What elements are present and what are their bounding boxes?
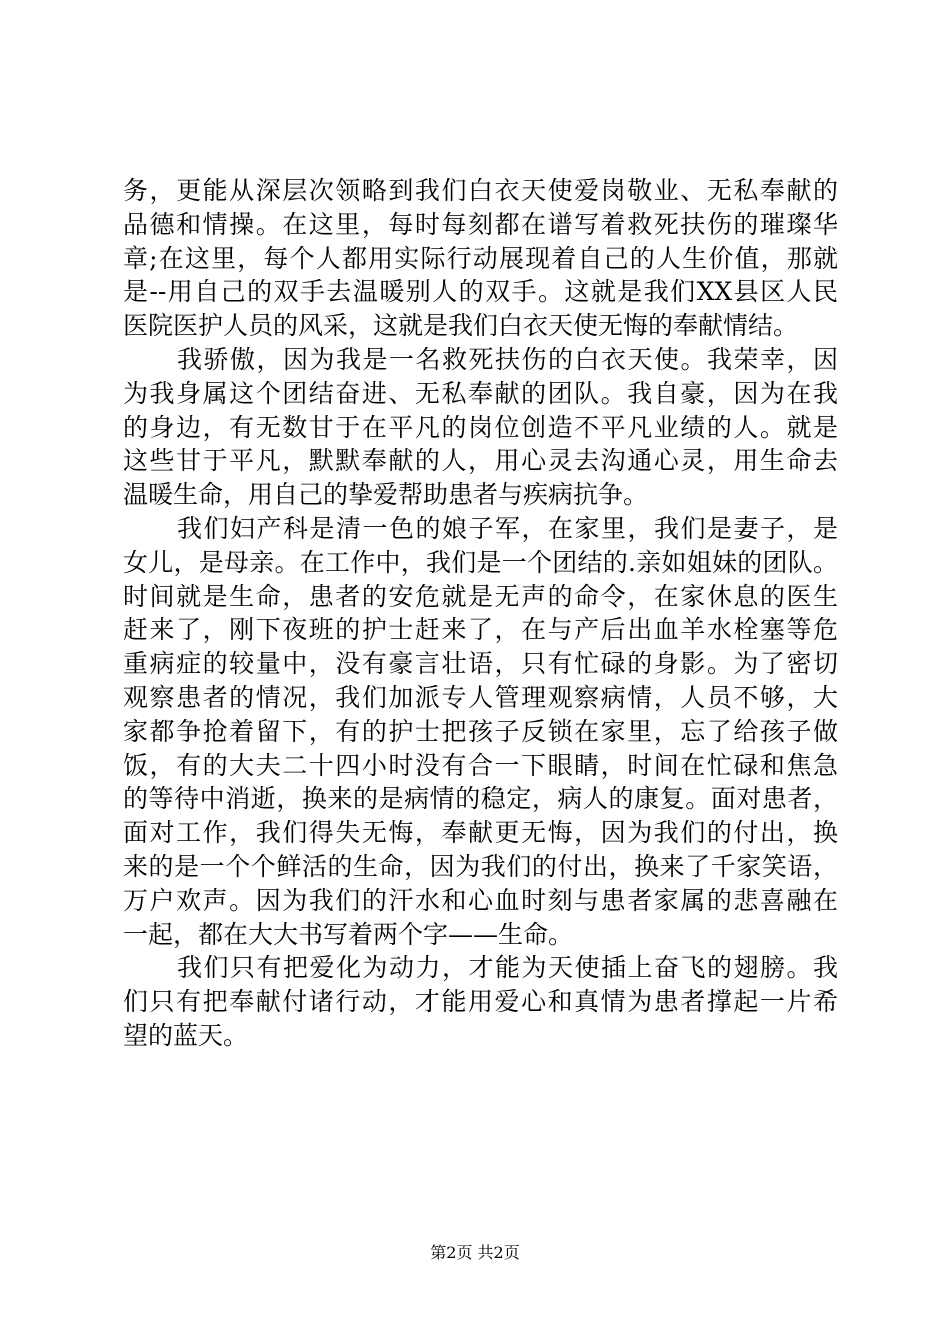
text-line: 万户欢声。因为我们的汗水和心血时刻与患者家属的悲喜融在 (123, 885, 838, 915)
text-line: 是--用自己的双手去温暖别人的双手。这就是我们XX县区人民 (123, 277, 838, 307)
text-line: 来的是一个个鲜活的生命，因为我们的付出，换来了千家笑语， (123, 851, 838, 881)
text-line: 的等待中消逝，换来的是病情的稳定，病人的康复。面对患者， (123, 784, 838, 814)
text-line: 重病症的较量中，没有豪言壮语，只有忙碌的身影。为了密切 (123, 649, 838, 679)
text-line: 一起，都在大大书写着两个字——生命。 (123, 919, 574, 949)
text-line: 的身边，有无数甘于在平凡的岗位创造不平凡业绩的人。就是 (123, 412, 838, 442)
document-body (123, 174, 838, 1053)
text-line: 时间就是生命，患者的安危就是无声的命令，在家休息的医生 (123, 581, 838, 611)
text-line: 我们只有把爱化为动力，才能为天使插上奋飞的翅膀。我 (177, 953, 838, 983)
text-line: 我们妇产科是清一色的娘子军，在家里，我们是妻子，是 (177, 513, 838, 543)
text-line: 饭，有的大夫二十四小时没有合一下眼睛，时间在忙碌和焦急 (123, 750, 838, 780)
text-line: 我骄傲，因为我是一名救死扶伤的白衣天使。我荣幸，因 (177, 344, 838, 374)
text-line: 章;在这里，每个人都用实际行动展现着自己的人生价值，那就 (123, 243, 838, 273)
text-line: 品德和情操。在这里，每时每刻都在谱写着救死扶伤的璀璨华 (123, 209, 838, 239)
text-line: 赶来了，刚下夜班的护士赶来了，在与产后出血羊水栓塞等危 (123, 615, 838, 645)
text-line: 们只有把奉献付诸行动，才能用爱心和真情为患者撑起一片希 (123, 987, 838, 1017)
page-footer: 第2页 共2页 (430, 1243, 520, 1262)
text-line: 望的蓝天。 (123, 1020, 249, 1050)
text-line: 这些甘于平凡，默默奉献的人，用心灵去沟通心灵，用生命去 (123, 446, 838, 476)
text-line: 女儿，是母亲。在工作中，我们是一个团结的.亲如姐妹的团队。 (123, 547, 838, 577)
text-line: 家都争抢着留下，有的护士把孩子反锁在家里，忘了给孩子做 (123, 716, 838, 746)
text-line: 温暖生命，用自己的挚爱帮助患者与疾病抗争。 (123, 480, 649, 510)
text-line: 观察患者的情况，我们加派专人管理观察病情，人员不够，大 (123, 682, 838, 712)
text-line: 面对工作，我们得失无悔，奉献更无悔，因为我们的付出，换 (123, 818, 838, 848)
text-line: 务，更能从深层次领略到我们白衣天使爱岗敬业、无私奉献的 (123, 176, 838, 205)
text-line: 为我身属这个团结奋进、无私奉献的团队。我自豪，因为在我 (123, 378, 838, 408)
text-line: 医院医护人员的风采，这就是我们白衣天使无悔的奉献情结。 (123, 311, 799, 341)
